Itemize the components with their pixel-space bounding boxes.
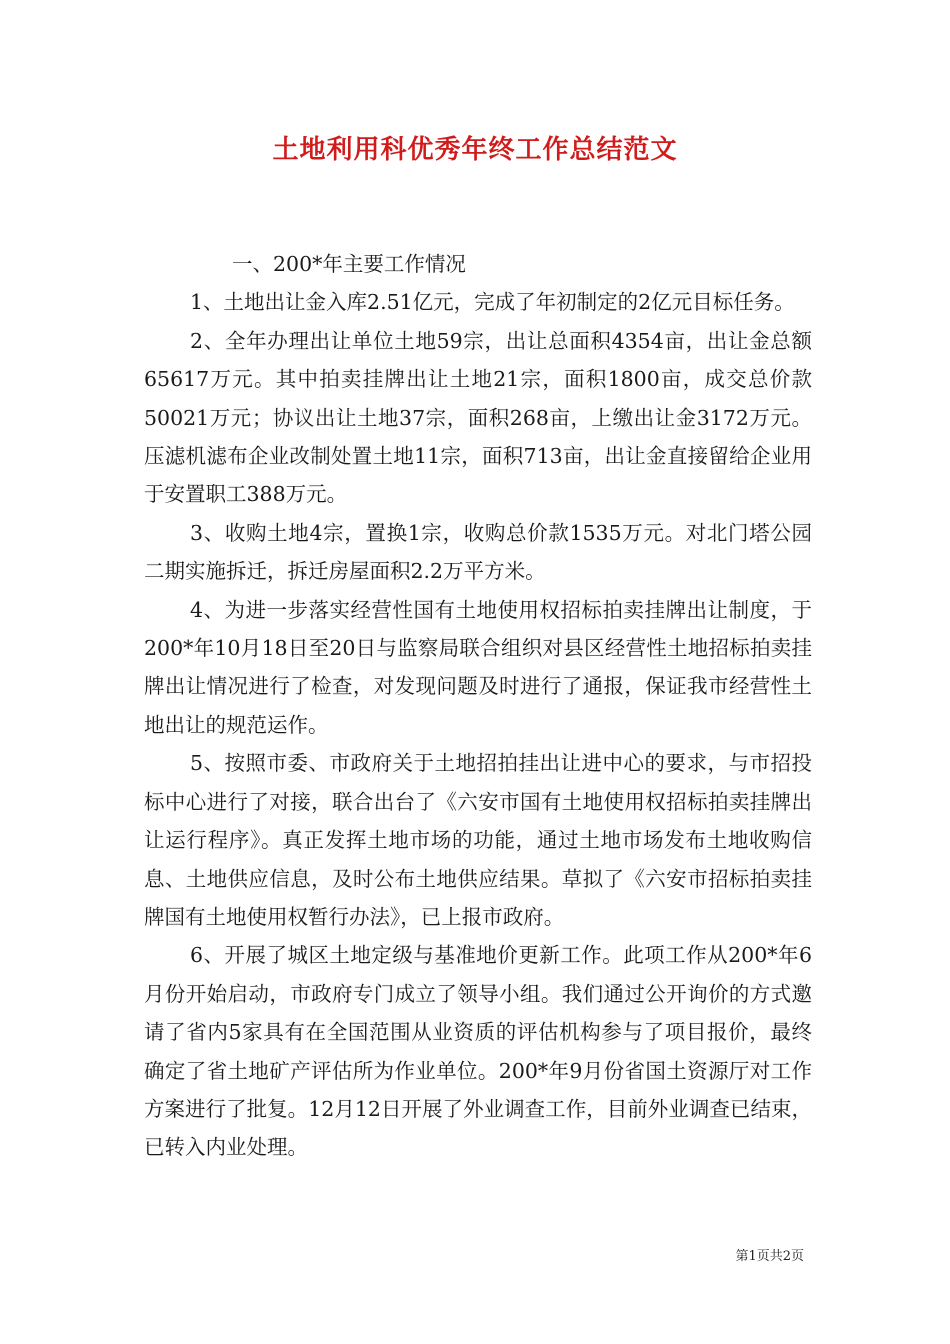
section-heading: 一、200*年主要工作情况: [232, 252, 466, 276]
paragraph-3: 3、收购土地4宗，置换1宗，收购总价款1535万元。对北门塔公园二期实施拆迁，拆迁房屋面积2.2万平方米。: [144, 520, 812, 584]
paragraph-6: 6、开展了城区土地定级与基准地价更新工作。此项工作从200*年6月份开始启动，市政府专门成立了领导小组。我们通过公开询价的方式邀请了省内5家具有在全国范围从业资质的评估机构参与了项目报价，最终确定了省土地矿产评估所为作业单位。200*年9月份省国土资源厅对工作方案进行了批复。12月12日开展了外业调查工作，目前外业调查已结束，已转入内业处理。: [144, 943, 812, 1160]
paragraph-1: 1、土地出让金入库2.51亿元，完成了年初制定的2亿元目标任务。: [190, 290, 795, 315]
paragraph-2: 2、全年办理出让单位土地59宗，出让总面积4354亩，出让金总额65617万元。其中拍卖挂牌出让土地21宗，面积1800亩，成交总价款50021万元；协议出让土地37宗，面积268亩，上缴出让金3172万元。压滤机滤布企业改制处置土地11宗，面积713亩，出让金直接留给企业用于安置职工388万元。: [144, 328, 812, 507]
paragraph-4: 4、为进一步落实经营性国有土地使用权招标拍卖挂牌出让制度，于200*年10月18日至20日与监察局联合组织对县区经营性土地招标拍卖挂牌出让情况进行了检查，对发现问题及时进行了通报，保证我市经营性土地出让的规范运作。: [144, 597, 812, 737]
paragraph-5: 5、按照市委、市政府关于土地招拍挂出让进中心的要求，与市招投标中心进行了对接，联合出台了《六安市国有土地使用权招标拍卖挂牌出让运行程序》。真正发挥土地市场的功能，通过土地市场发布土地收购信息、土地供应信息，及时公布土地供应结果。草拟了《六安市招标拍卖挂牌国有土地使用权暂行办法》，已上报市政府。: [144, 751, 812, 929]
document-body: [144, 245, 812, 1167]
page-number-footer: 第1页共2页: [735, 1249, 804, 1264]
document-title: 土地利用科优秀年终工作总结范文: [272, 135, 678, 165]
